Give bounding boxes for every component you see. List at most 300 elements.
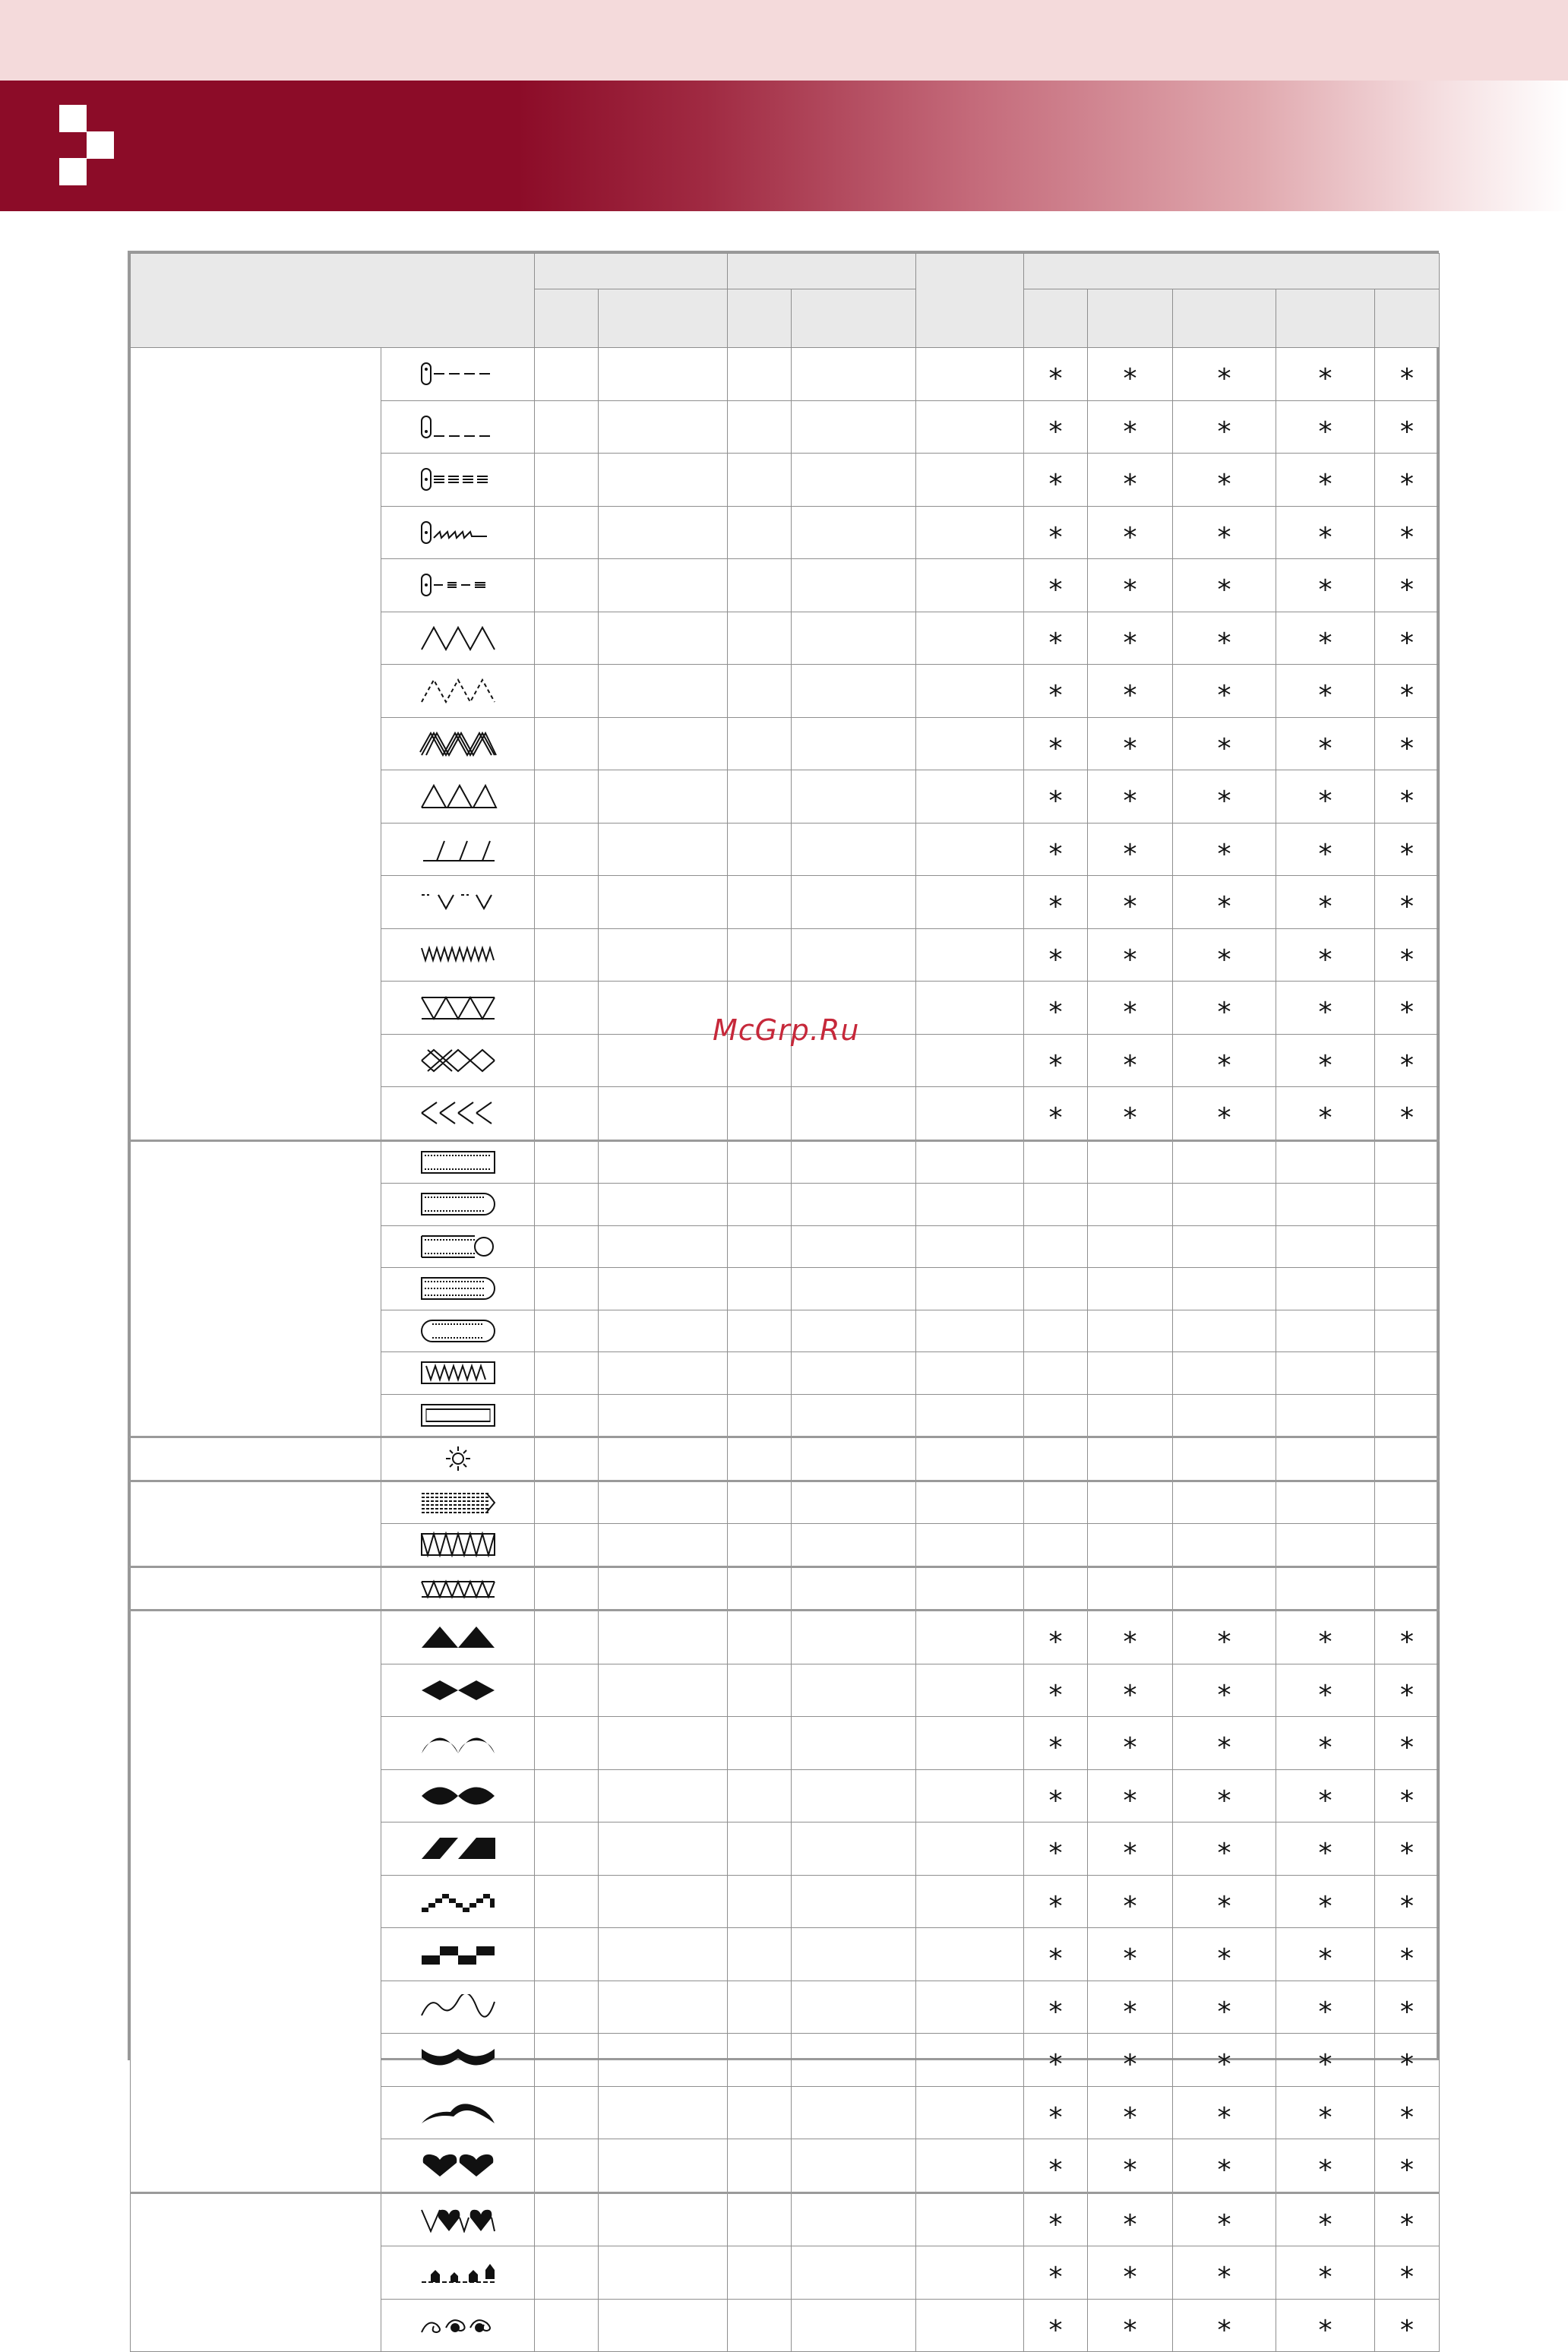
mark-cell: * — [1375, 982, 1440, 1035]
mark-cell: * — [1375, 1822, 1440, 1876]
empty-cell — [728, 1225, 792, 1268]
mark-cell: * — [1173, 1087, 1276, 1141]
triple-straight-icon — [419, 466, 498, 492]
empty-cell — [599, 2299, 728, 2352]
empty-cell — [916, 400, 1024, 454]
mark-cell: * — [1024, 928, 1088, 982]
empty-cell — [535, 2086, 599, 2139]
mark-cell: * — [1024, 665, 1088, 718]
empty-cell — [792, 612, 916, 665]
empty-cell — [1375, 1310, 1440, 1352]
cross-stitch-icon — [419, 1048, 498, 1073]
empty-cell — [535, 665, 599, 718]
mark-cell: * — [1173, 2246, 1276, 2300]
empty-cell — [535, 1928, 599, 1981]
empty-cell — [792, 1981, 916, 2034]
empty-cell — [1276, 1481, 1375, 1524]
empty-cell — [728, 1981, 792, 2034]
mark-cell: * — [1024, 1611, 1088, 1664]
stitch-icon-cell — [381, 823, 535, 876]
empty-cell — [792, 2299, 916, 2352]
mark-cell: * — [1024, 1875, 1088, 1928]
empty-cell — [792, 1875, 916, 1928]
empty-cell — [535, 506, 599, 559]
mark-cell: * — [1088, 1034, 1173, 1087]
stitch-icon-cell — [381, 400, 535, 454]
stitch-icon-cell — [381, 1611, 535, 1664]
mark-cell: * — [1088, 559, 1173, 612]
three-step-zigzag-icon — [419, 678, 498, 703]
empty-cell — [916, 1437, 1024, 1481]
empty-cell — [792, 823, 916, 876]
stitch-icon-cell — [381, 928, 535, 982]
empty-cell — [1024, 1268, 1088, 1310]
empty-cell — [728, 2139, 792, 2193]
stretch-straight-icon — [419, 520, 498, 545]
mark-cell: * — [1276, 876, 1375, 929]
stitch-icon-cell — [381, 1822, 535, 1876]
empty-cell — [1088, 1140, 1173, 1184]
empty-cell — [728, 1566, 792, 1611]
empty-cell — [916, 1566, 1024, 1611]
eyelet-icon — [419, 1446, 498, 1472]
stitch-icon-cell — [381, 1769, 535, 1822]
empty-cell — [728, 1524, 792, 1567]
empty-cell — [535, 2139, 599, 2193]
mark-cell: * — [1375, 2139, 1440, 2193]
empty-cell — [916, 348, 1024, 401]
mark-cell: * — [1173, 823, 1276, 876]
mark-cell: * — [1088, 2086, 1173, 2139]
subheader-c1 — [1024, 289, 1088, 348]
mark-cell: * — [1024, 1981, 1088, 2034]
empty-cell — [916, 1087, 1024, 1141]
header-group-c — [1024, 254, 1440, 289]
stitch-icon-cell — [381, 2192, 535, 2246]
mark-cell: * — [1088, 982, 1173, 1035]
mark-cell: * — [1173, 928, 1276, 982]
subheader-c5 — [1375, 289, 1440, 348]
mark-cell: * — [1024, 1822, 1088, 1876]
empty-cell — [728, 1394, 792, 1437]
empty-cell — [1173, 1268, 1276, 1310]
empty-cell — [916, 2086, 1024, 2139]
heart-zigzag-icon — [419, 2207, 498, 2233]
empty-cell — [728, 2192, 792, 2246]
stitch-icon-cell — [381, 665, 535, 718]
empty-cell — [728, 1087, 792, 1141]
empty-cell — [535, 454, 599, 507]
empty-cell — [535, 348, 599, 401]
mark-cell: * — [1088, 400, 1173, 454]
mark-cell: * — [1276, 1611, 1375, 1664]
empty-cell — [1375, 1184, 1440, 1226]
overcast-icon — [419, 942, 498, 968]
empty-cell — [792, 506, 916, 559]
empty-cell — [535, 1225, 599, 1268]
empty-cell — [792, 400, 916, 454]
empty-cell — [792, 2086, 916, 2139]
mark-cell: * — [1173, 1769, 1276, 1822]
empty-cell — [1276, 1268, 1375, 1310]
subheader-c2 — [1088, 289, 1173, 348]
buttonhole-keyhole-icon — [419, 1234, 498, 1260]
empty-cell — [1375, 1394, 1440, 1437]
empty-cell — [916, 2139, 1024, 2193]
mark-cell: * — [1375, 559, 1440, 612]
empty-cell — [535, 2299, 599, 2352]
mark-cell: * — [1375, 2299, 1440, 2352]
elastic-blind-icon — [419, 889, 498, 915]
mark-cell: * — [1276, 717, 1375, 770]
empty-cell — [1088, 1310, 1173, 1352]
mark-cell: * — [1088, 665, 1173, 718]
mark-cell: * — [1024, 1034, 1088, 1087]
mark-cell: * — [1024, 506, 1088, 559]
empty-cell — [1088, 1437, 1173, 1481]
stitch-icon-cell — [381, 1481, 535, 1524]
empty-cell — [535, 1566, 599, 1611]
mark-cell: * — [1173, 1875, 1276, 1928]
empty-cell — [728, 1611, 792, 1664]
checker-small-icon — [419, 1889, 498, 1914]
stitch-icon-cell — [381, 1352, 535, 1395]
stitch-icon-cell — [381, 2299, 535, 2352]
empty-cell — [728, 1928, 792, 1981]
mark-cell: * — [1024, 400, 1088, 454]
top-band — [0, 0, 1568, 81]
stitch-icon-cell — [381, 1981, 535, 2034]
mark-cell: * — [1276, 1981, 1375, 2034]
empty-cell — [535, 2034, 599, 2087]
diamond-satin-icon — [419, 1677, 498, 1703]
stitch-icon-cell — [381, 876, 535, 929]
empty-cell — [535, 1184, 599, 1226]
empty-cell — [728, 2299, 792, 2352]
mark-cell: * — [1276, 1664, 1375, 1717]
mark-cell: * — [1024, 1928, 1088, 1981]
mark-cell: * — [1173, 559, 1276, 612]
empty-cell — [1375, 1225, 1440, 1268]
empty-cell — [916, 823, 1024, 876]
empty-cell — [728, 770, 792, 824]
empty-cell — [535, 982, 599, 1035]
empty-cell — [728, 1140, 792, 1184]
mark-cell: * — [1276, 400, 1375, 454]
empty-cell — [728, 665, 792, 718]
empty-cell — [599, 348, 728, 401]
empty-cell — [792, 1481, 916, 1524]
stitch-icon-cell — [381, 1184, 535, 1226]
empty-cell — [728, 559, 792, 612]
mark-cell: * — [1276, 1034, 1375, 1087]
mark-cell: * — [1173, 982, 1276, 1035]
empty-cell — [1173, 1184, 1276, 1226]
empty-cell — [728, 1268, 792, 1310]
empty-cell — [535, 400, 599, 454]
empty-cell — [792, 454, 916, 507]
empty-cell — [599, 1566, 728, 1611]
empty-cell — [916, 1664, 1024, 1717]
table-row — [131, 1481, 1440, 1524]
empty-cell — [599, 1524, 728, 1567]
zigzag-icon — [419, 625, 498, 651]
empty-cell — [599, 506, 728, 559]
empty-cell — [535, 876, 599, 929]
empty-cell — [599, 1981, 728, 2034]
stitch-icon-cell — [381, 1140, 535, 1184]
empty-cell — [1088, 1352, 1173, 1395]
empty-cell — [792, 1268, 916, 1310]
empty-cell — [916, 717, 1024, 770]
empty-cell — [1024, 1394, 1088, 1437]
empty-cell — [728, 1664, 792, 1717]
mark-cell: * — [1024, 1664, 1088, 1717]
empty-cell — [1276, 1566, 1375, 1611]
mark-cell: * — [1276, 770, 1375, 824]
mark-cell: * — [1276, 1928, 1375, 1981]
empty-cell — [792, 559, 916, 612]
table-row — [131, 1566, 1440, 1611]
mark-cell: * — [1024, 2034, 1088, 2087]
empty-cell — [1375, 1566, 1440, 1611]
mark-cell: * — [1024, 982, 1088, 1035]
mark-cell: * — [1173, 1611, 1276, 1664]
stitch-icon-cell — [381, 1087, 535, 1141]
mark-cell: * — [1088, 348, 1173, 401]
mark-cell: * — [1276, 1822, 1375, 1876]
mark-cell: * — [1173, 717, 1276, 770]
empty-cell — [535, 1268, 599, 1310]
empty-cell — [916, 2299, 1024, 2352]
mark-cell: * — [1276, 348, 1375, 401]
empty-cell — [1375, 1140, 1440, 1184]
empty-cell — [728, 2034, 792, 2087]
mark-cell: * — [1024, 717, 1088, 770]
mark-cell: * — [1375, 2086, 1440, 2139]
triple-zigzag-icon — [419, 731, 498, 757]
brand-checker-logo-icon — [59, 105, 114, 185]
mark-cell: * — [1173, 1822, 1276, 1876]
stitch-icon-cell — [381, 612, 535, 665]
mark-cell: * — [1024, 454, 1088, 507]
scroll-icon — [419, 2312, 498, 2338]
mark-cell: * — [1375, 1875, 1440, 1928]
mark-cell: * — [1088, 1822, 1173, 1876]
empty-cell — [535, 1717, 599, 1770]
mark-cell: * — [1088, 1928, 1173, 1981]
empty-cell — [916, 1769, 1024, 1822]
empty-cell — [599, 1717, 728, 1770]
empty-cell — [535, 1481, 599, 1524]
empty-cell — [599, 1310, 728, 1352]
empty-cell — [1088, 1184, 1173, 1226]
triangle-satin-icon — [419, 1624, 498, 1650]
stitch-icon-cell — [381, 1524, 535, 1567]
empty-cell — [916, 1268, 1024, 1310]
mark-cell: * — [1173, 348, 1276, 401]
empty-cell — [728, 400, 792, 454]
mark-cell: * — [1173, 2139, 1276, 2193]
mark-cell: * — [1088, 1769, 1173, 1822]
mark-cell: * — [1024, 2192, 1088, 2246]
stitch-icon-cell — [381, 2139, 535, 2193]
empty-cell — [535, 1352, 599, 1395]
empty-cell — [792, 1394, 916, 1437]
mark-cell: * — [1173, 2192, 1276, 2246]
empty-cell — [728, 2086, 792, 2139]
mark-cell: * — [1088, 928, 1173, 982]
empty-cell — [1088, 1524, 1173, 1567]
empty-cell — [916, 876, 1024, 929]
empty-cell — [535, 1611, 599, 1664]
mark-cell: * — [1375, 1087, 1440, 1141]
empty-cell — [792, 1184, 916, 1226]
mark-cell: * — [1173, 665, 1276, 718]
mark-cell: * — [1173, 1981, 1276, 2034]
mark-cell: * — [1276, 2139, 1375, 2193]
empty-cell — [1276, 1140, 1375, 1184]
arch-satin-icon — [419, 1730, 498, 1756]
empty-cell — [916, 928, 1024, 982]
empty-cell — [1375, 1524, 1440, 1567]
mark-cell: * — [1088, 1717, 1173, 1770]
empty-cell — [599, 1875, 728, 1928]
empty-cell — [1024, 1140, 1088, 1184]
empty-cell — [728, 1352, 792, 1395]
mark-cell: * — [1173, 876, 1276, 929]
empty-cell — [599, 1394, 728, 1437]
empty-cell — [1173, 1352, 1276, 1395]
empty-cell — [599, 717, 728, 770]
wave-satin-icon — [419, 1994, 498, 2020]
empty-cell — [792, 665, 916, 718]
subheader-b1 — [728, 289, 792, 348]
empty-cell — [535, 1437, 599, 1481]
mark-cell: * — [1276, 2192, 1375, 2246]
empty-cell — [599, 1928, 728, 1981]
mark-cell: * — [1375, 1034, 1440, 1087]
category-cell — [131, 348, 381, 1141]
table-row — [131, 1140, 1440, 1184]
empty-cell — [599, 1664, 728, 1717]
mark-cell: * — [1375, 823, 1440, 876]
empty-cell — [916, 1524, 1024, 1567]
mark-cell: * — [1088, 2192, 1173, 2246]
table-row — [131, 2192, 1440, 2246]
feather-icon — [419, 1100, 498, 1126]
empty-cell — [599, 1769, 728, 1822]
chapter-title-band — [0, 81, 1568, 211]
bartack-straight-icon — [419, 572, 498, 598]
empty-cell — [792, 1352, 916, 1395]
mark-cell: * — [1088, 454, 1173, 507]
mark-cell: * — [1276, 612, 1375, 665]
mark-cell: * — [1276, 2034, 1375, 2087]
mark-cell: * — [1375, 506, 1440, 559]
mark-cell: * — [1088, 876, 1173, 929]
category-cell — [131, 1140, 381, 1437]
stitch-icon-cell — [381, 559, 535, 612]
mark-cell: * — [1375, 1664, 1440, 1717]
empty-cell — [535, 1769, 599, 1822]
category-cell — [131, 2192, 381, 2352]
empty-cell — [1375, 1437, 1440, 1481]
empty-cell — [599, 454, 728, 507]
buttonhole-square-icon — [419, 1149, 498, 1175]
empty-cell — [792, 1087, 916, 1141]
mark-cell: * — [1276, 928, 1375, 982]
mark-cell: * — [1276, 506, 1375, 559]
empty-cell — [916, 1034, 1024, 1087]
empty-cell — [1173, 1140, 1276, 1184]
mark-cell: * — [1375, 1717, 1440, 1770]
empty-cell — [1173, 1481, 1276, 1524]
mark-cell: * — [1173, 1034, 1276, 1087]
empty-cell — [1173, 1524, 1276, 1567]
mark-cell: * — [1375, 348, 1440, 401]
empty-cell — [599, 2192, 728, 2246]
empty-cell — [599, 665, 728, 718]
mark-cell: * — [1375, 928, 1440, 982]
empty-cell — [792, 1310, 916, 1352]
empty-cell — [1088, 1566, 1173, 1611]
empty-cell — [535, 823, 599, 876]
empty-cell — [599, 982, 728, 1035]
empty-cell — [599, 2246, 728, 2300]
empty-cell — [728, 928, 792, 982]
empty-cell — [728, 612, 792, 665]
empty-cell — [728, 1310, 792, 1352]
mark-cell: * — [1276, 2246, 1375, 2300]
stitch-icon-cell — [381, 1875, 535, 1928]
mending-zigzag-icon — [419, 1532, 498, 1557]
mark-cell: * — [1024, 1087, 1088, 1141]
table-row — [131, 1437, 1440, 1481]
slant-icon — [419, 836, 498, 862]
empty-cell — [599, 1611, 728, 1664]
subheader-a2 — [599, 289, 728, 348]
empty-cell — [599, 1822, 728, 1876]
empty-cell — [916, 1928, 1024, 1981]
empty-cell — [916, 1481, 1024, 1524]
mark-cell: * — [1024, 770, 1088, 824]
mark-cell: * — [1024, 1769, 1088, 1822]
empty-cell — [1276, 1352, 1375, 1395]
empty-cell — [792, 1611, 916, 1664]
slant-satin-icon — [419, 1835, 498, 1861]
empty-cell — [792, 2192, 916, 2246]
mark-cell: * — [1375, 876, 1440, 929]
empty-cell — [916, 1140, 1024, 1184]
subheader-a1 — [535, 289, 599, 348]
empty-cell — [1024, 1352, 1088, 1395]
category-cell — [131, 1437, 381, 1481]
empty-cell — [599, 400, 728, 454]
mark-cell: * — [1088, 1875, 1173, 1928]
heart-satin-icon — [419, 2152, 498, 2178]
empty-cell — [535, 1310, 599, 1352]
empty-cell — [792, 1437, 916, 1481]
category-cell — [131, 1611, 381, 2193]
mark-cell: * — [1173, 770, 1276, 824]
empty-cell — [916, 1981, 1024, 2034]
empty-cell — [535, 717, 599, 770]
empty-cell — [792, 770, 916, 824]
table-row — [131, 348, 1440, 401]
empty-cell — [535, 612, 599, 665]
empty-cell — [792, 928, 916, 982]
